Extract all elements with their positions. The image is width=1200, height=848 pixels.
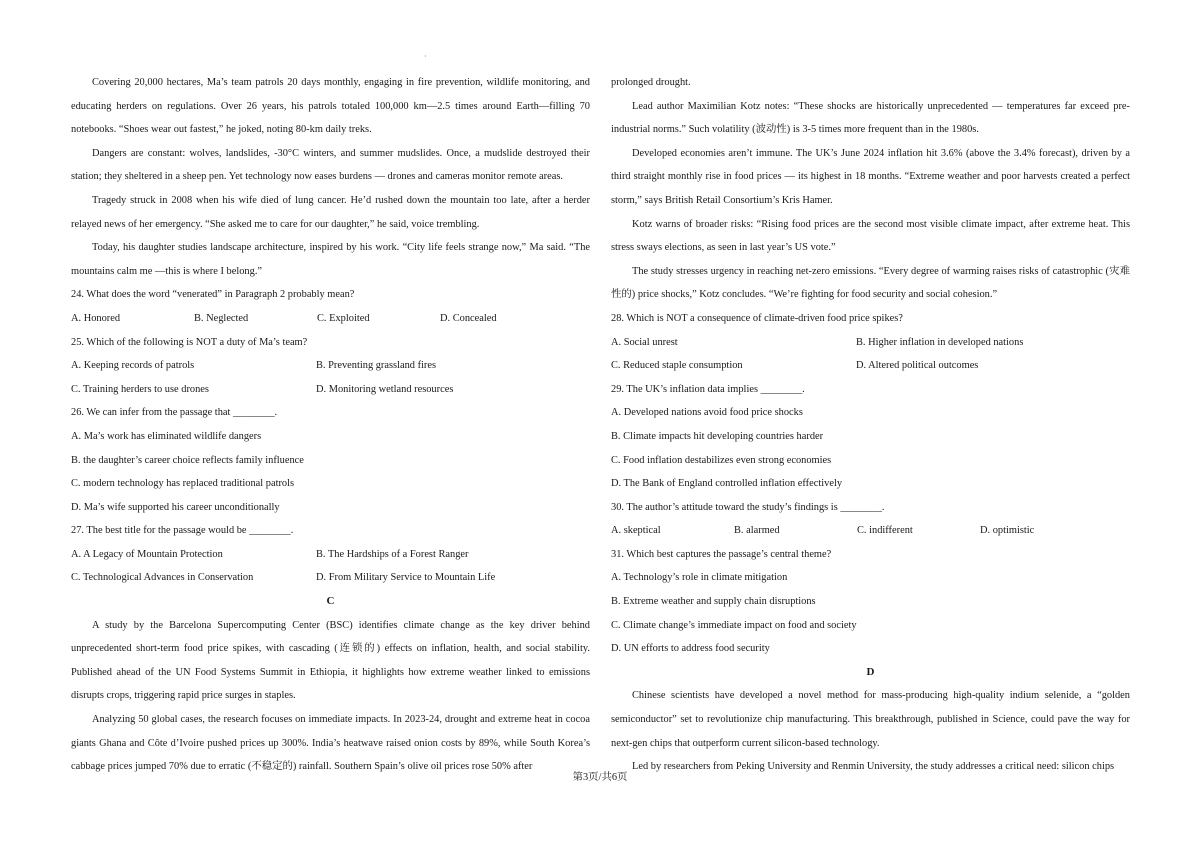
- question-27-options-row1: [71, 543, 590, 567]
- option-d: D. Ma’s wife supported his career unconditionally: [71, 501, 280, 513]
- option-a: A. Keeping records of patrols: [71, 360, 195, 372]
- question-24: 24. What does the word “venerated” in Paragraph 2 probably mean?: [71, 289, 355, 301]
- question-26: 26. We can infer from the passage that ________.: [71, 407, 278, 419]
- option-d: D. From Military Service to Mountain Life: [316, 572, 496, 584]
- paragraph: Tragedy struck in 2008 when his wife died of lung cancer. He’d rushed down the mountain too late, after a herder relayed news of her emergency. “She asked me to care for our daughter,” he said, voice trembling.: [71, 194, 590, 230]
- paragraph: Developed economies aren’t immune. The UK’s June 2024 inflation hit 3.6% (above the 3.4% forecast), driven by a third straight monthly rise in food prices — its highest in 18 months. “Extreme weather and poor harvests created a perfect storm,” says British Retail Consortium’s Kris Hamer.: [611, 147, 1130, 206]
- paragraph: The study stresses urgency in reaching net-zero emissions. “Every degree of warming raises risks of catastrophic (灾难性的) price shocks,” Kotz concludes. “We’re fighting for food security and social cohesion.”: [611, 265, 1130, 301]
- top-mark: ·: [424, 52, 427, 61]
- option-d: D. Altered political outcomes: [856, 360, 979, 372]
- question-30-options: [611, 519, 1130, 543]
- paragraph: Chinese scientists have developed a novel method for mass-producing high-quality indium selenide, a “golden semiconductor” set to revolutionize chip manufacturing. This breakthrough, published in Science, could pave the way for next-gen chips that outperform current silicon-based technology.: [611, 690, 1130, 749]
- left-column: [71, 71, 590, 779]
- option-b: B. Higher inflation in developed nations: [856, 336, 1024, 348]
- paragraph: Led by researchers from Peking University and Renmin University, the study addresses a critical need: silicon chips: [632, 761, 1115, 773]
- option-c: C. Technological Advances in Conservation: [71, 572, 254, 584]
- question-25-options-row2: [71, 378, 590, 402]
- paragraph: Covering 20,000 hectares, Ma’s team patrols 20 days monthly, engaging in fire prevention, wildlife monitoring, and educating herders on regulations. Over 26 years, his patrols totaled 100,000 km—2.5 times around Earth—filling 70 notebooks. “Shoes wear out fastest,” he joked, noting 80-km daily treks.: [71, 77, 590, 136]
- option-a: A. Developed nations avoid food price shocks: [611, 407, 803, 419]
- option-a: A. A Legacy of Mountain Protection: [71, 548, 223, 560]
- option-c: C. indifferent: [857, 525, 913, 537]
- option-b: B. The Hardships of a Forest Ranger: [316, 548, 469, 560]
- option-c: C. modern technology has replaced traditional patrols: [71, 478, 295, 490]
- option-d: D. UN efforts to address food security: [611, 643, 770, 655]
- option-b: B. Climate impacts hit developing countries harder: [611, 430, 824, 442]
- option-a: A. Social unrest: [611, 336, 678, 348]
- question-27: 27. The best title for the passage would be ________.: [71, 525, 294, 537]
- question-25-options-row1: [71, 354, 590, 378]
- question-28-options-row2: [611, 354, 1130, 378]
- paragraph: Analyzing 50 global cases, the research focuses on immediate impacts. In 2023-24, drought and extreme heat in cocoa giants Ghana and Côte d’Ivoire pushed prices up 300%. India’s heatwave raised onion costs by 89%, while South Korea’s cabbage prices jumped 70% due to erratic (不稳定的) rainfall. Southern Spain’s olive oil prices rose 50% after: [71, 714, 590, 773]
- option-c: C. Reduced staple consumption: [611, 360, 743, 372]
- option-d: D. optimistic: [980, 525, 1035, 537]
- question-28: 28. Which is NOT a consequence of climate-driven food price spikes?: [611, 312, 903, 324]
- option-c: C. Training herders to use drones: [71, 383, 209, 395]
- option-a: A. Ma’s work has eliminated wildlife dangers: [71, 430, 262, 442]
- option-d: D. Concealed: [440, 312, 497, 324]
- paragraph-continuation: prolonged drought.: [611, 77, 691, 88]
- paragraph: A study by the Barcelona Supercomputing Center (BSC) identifies climate change as the key driver behind unprecedented short-term food price spikes, with cascading (连锁的) effects on inflation, health, and social stability. Published ahead of the UN Food Systems Summit in Ethiopia, it highlights how extreme weather linked to emissions disrupts crops, triggering rapid price surges in staples.: [71, 619, 590, 702]
- option-b: B. Extreme weather and supply chain disruptions: [611, 596, 816, 608]
- question-28-options-row1: [611, 331, 1130, 355]
- page-number: 第3页/共6页: [572, 772, 628, 783]
- question-27-options-row2: [71, 566, 590, 590]
- question-24-options: [71, 307, 590, 331]
- question-29: 29. The UK’s inflation data implies ________.: [611, 383, 805, 395]
- paragraph: Kotz warns of broader risks: “Rising food prices are the second most visible climate impact, after extreme heat. This stress sways elections, as seen in last year’s US vote.”: [611, 218, 1130, 254]
- option-a: A. skeptical: [611, 525, 661, 537]
- section-heading-d: D: [866, 665, 875, 678]
- question-30: 30. The author’s attitude toward the study’s findings is ________.: [611, 501, 885, 513]
- question-25: 25. Which of the following is NOT a duty of Ma’s team?: [71, 336, 308, 348]
- option-c: C. Climate change’s immediate impact on food and society: [611, 619, 857, 631]
- section-heading-c: C: [326, 595, 335, 608]
- option-a: A. Technology’s role in climate mitigation: [611, 572, 788, 584]
- paragraph: Dangers are constant: wolves, landslides, -30°C winters, and summer mudslides. Once, a mudslide destroyed their station; they sheltered in a sheep pen. Yet technology now eases burdens — drones and cameras monitor remote areas.: [71, 147, 590, 183]
- question-31: 31. Which best captures the passage’s central theme?: [611, 548, 832, 560]
- option-c: C. Exploited: [317, 312, 370, 324]
- option-b: B. Preventing grassland fires: [316, 360, 437, 372]
- option-b: B. the daughter’s career choice reflects family influence: [71, 454, 304, 466]
- option-d: D. The Bank of England controlled inflation effectively: [611, 478, 843, 490]
- right-column: [611, 71, 1130, 779]
- option-d: D. Monitoring wetland resources: [316, 383, 454, 395]
- option-b: B. Neglected: [194, 312, 249, 324]
- paragraph: Lead author Maximilian Kotz notes: “These shocks are historically unprecedented — temperatures far exceed pre-industrial norms.” Such volatility (波动性) is 3-5 times more frequent than in the 1980s.: [611, 100, 1130, 136]
- option-a: A. Honored: [71, 312, 121, 324]
- paragraph: Today, his daughter studies landscape architecture, inspired by his work. “City life feels strange now,” Ma said. “The mountains calm me —this is where I belong.”: [71, 242, 590, 277]
- option-b: B. alarmed: [734, 525, 780, 537]
- option-c: C. Food inflation destabilizes even strong economies: [611, 454, 832, 466]
